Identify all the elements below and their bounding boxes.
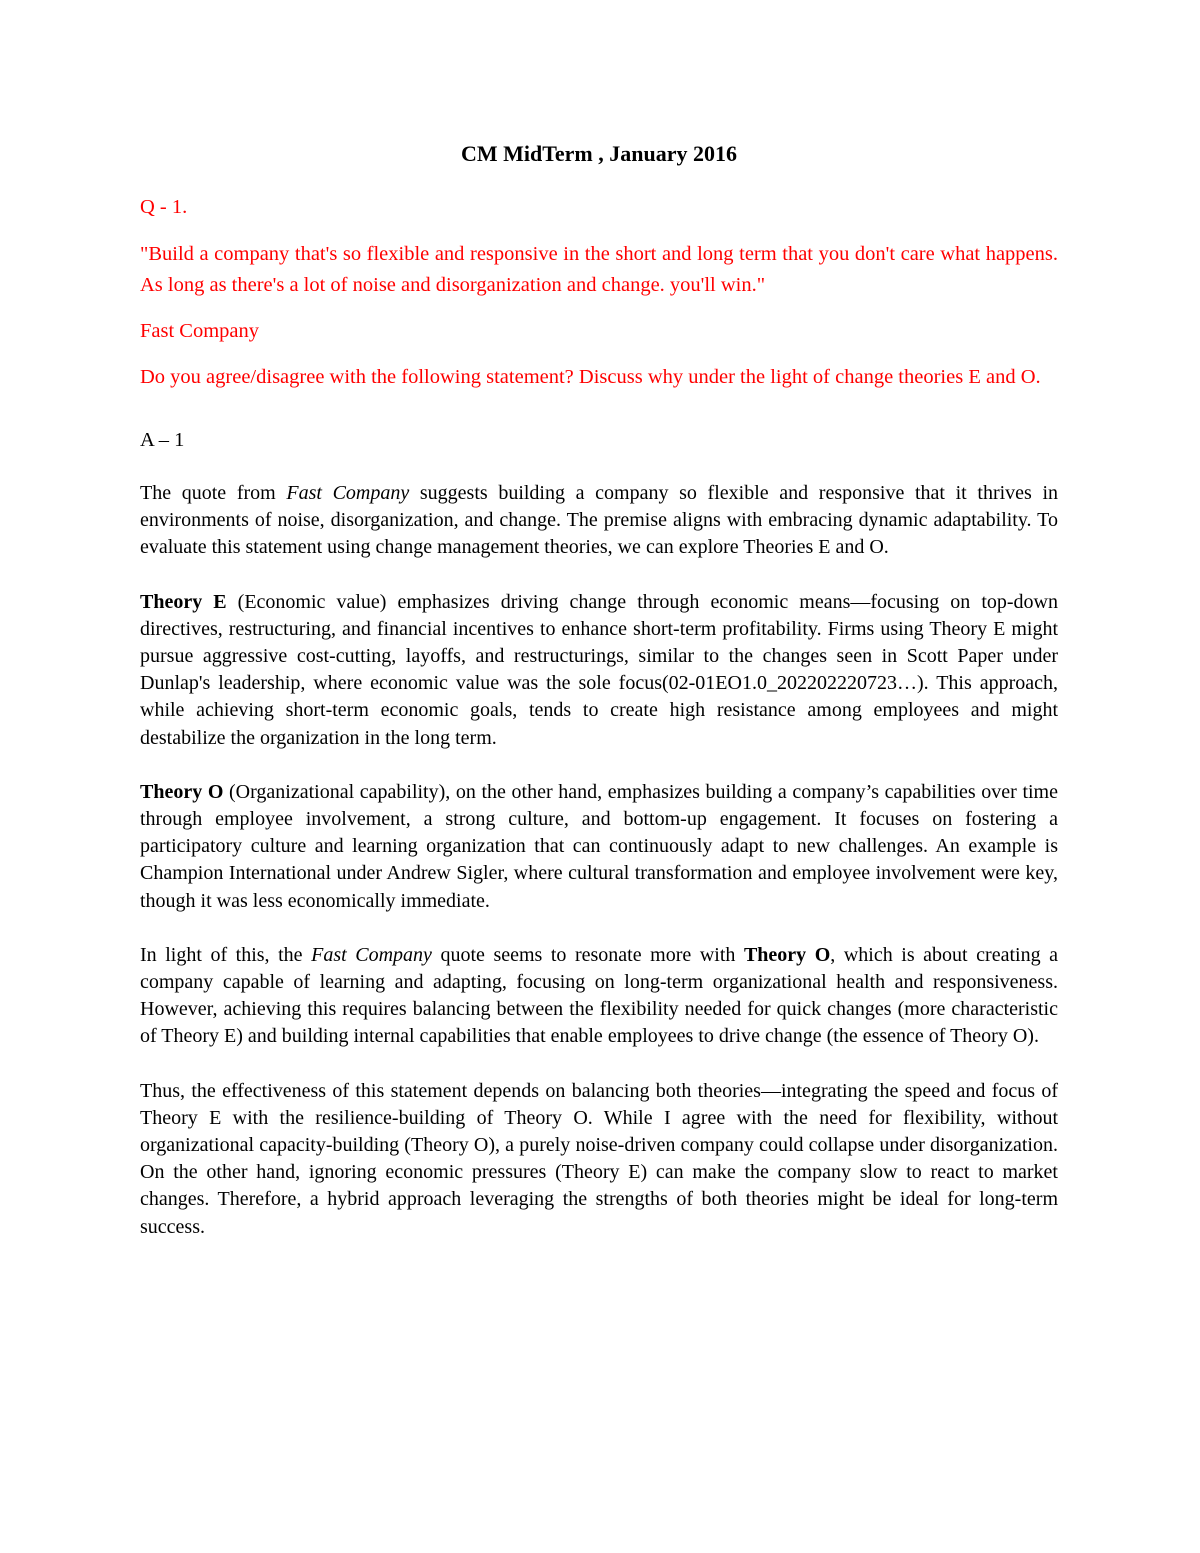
question-prompt: Do you agree/disagree with the following statement? Discuss why under the light of change theories E and O. xyxy=(140,366,1041,388)
text-run: , which is about creating a company capable of learning and adapting, focusing on long-term organizational health and responsiveness. However, achieving this requires balancing between the flexibility needed for quick changes (more characteristic of Theory E) and building internal capabilities that enable employees to drive change (the essence of Theory O). xyxy=(140,943,1058,1048)
theory-o-emphasis: Theory O xyxy=(743,943,831,966)
question-quote: "Build a company that's so flexible and responsive in the short and long term that you don't care what happens. As long as there's a lot of noise and disorganization and change. you'll win." xyxy=(140,243,1058,296)
document-page xyxy=(140,140,1058,1268)
answer-paragraph-analysis xyxy=(140,942,1058,1051)
quote-source: Fast Company xyxy=(140,320,260,342)
question-label: Q - 1. xyxy=(140,196,188,218)
answer-paragraph-theory-e xyxy=(140,589,1058,752)
answer-paragraph-theory-o xyxy=(140,779,1058,915)
publication-name: Fast Company xyxy=(311,943,432,966)
answer-paragraph-conclusion: Thus, the effectiveness of this statement depends on balancing both theories—integrating the speed and focus of Theory E with the resilience-building of Theory O. While I agree with the need for flexibility, without organizational capacity-building (Theory O), a purely noise-driven company could collapse under disorganization. On the other hand, ignoring economic pressures (Theory E) can make the company slow to react to market changes. Therefore, a hybrid approach leveraging the strengths of both theories might be ideal for long-term success. xyxy=(140,1079,1058,1238)
text-run: suggests building a company so flexible and responsive that it thrives in environments of noise, disorganization, and change. The premise aligns with embracing dynamic adaptability. To evaluate this statement using change management theories, we can explore Theories E and O. xyxy=(140,482,1059,559)
text-run: quote seems to resonate more with xyxy=(431,943,744,966)
answer-label: A – 1 xyxy=(140,429,185,451)
text-run: (Organizational capability), on the other hand, emphasizes building a company’s capabilities over time through employee involvement, a strong culture, and bottom-up engagement. It focuses on fostering a participatory culture and learning organization that can continuously adapt to new challenges. An example is Champion International under Andrew Sigler, where cultural transformation and employee involvement were key, though it was less economically immediate. xyxy=(140,780,1058,912)
theory-o-heading: Theory O xyxy=(140,780,224,803)
answer-paragraph-intro xyxy=(140,480,1058,562)
publication-name: Fast Company xyxy=(286,482,410,504)
document-title: CM MidTerm , January 2016 xyxy=(460,141,737,166)
text-run: (Economic value) emphasizes driving change through economic means—focusing on top-down directives, restructuring, and financial incentives to enhance short-term profitability. Firms using Theory E might pursue aggressive cost-cutting, layoffs, and restructurings, similar to the changes seen in Scott Paper under Dunlap's leadership, where economic value was the sole focus(02-01EO1.0_202202220723…). This approach, while achieving short-term economic goals, tends to create high resistance among employees and might destabilize the organization in the long term. xyxy=(140,590,1058,749)
text-run: In light of this, the xyxy=(140,943,312,966)
theory-e-heading: Theory E xyxy=(140,590,227,613)
text-run: The quote from xyxy=(140,482,287,504)
